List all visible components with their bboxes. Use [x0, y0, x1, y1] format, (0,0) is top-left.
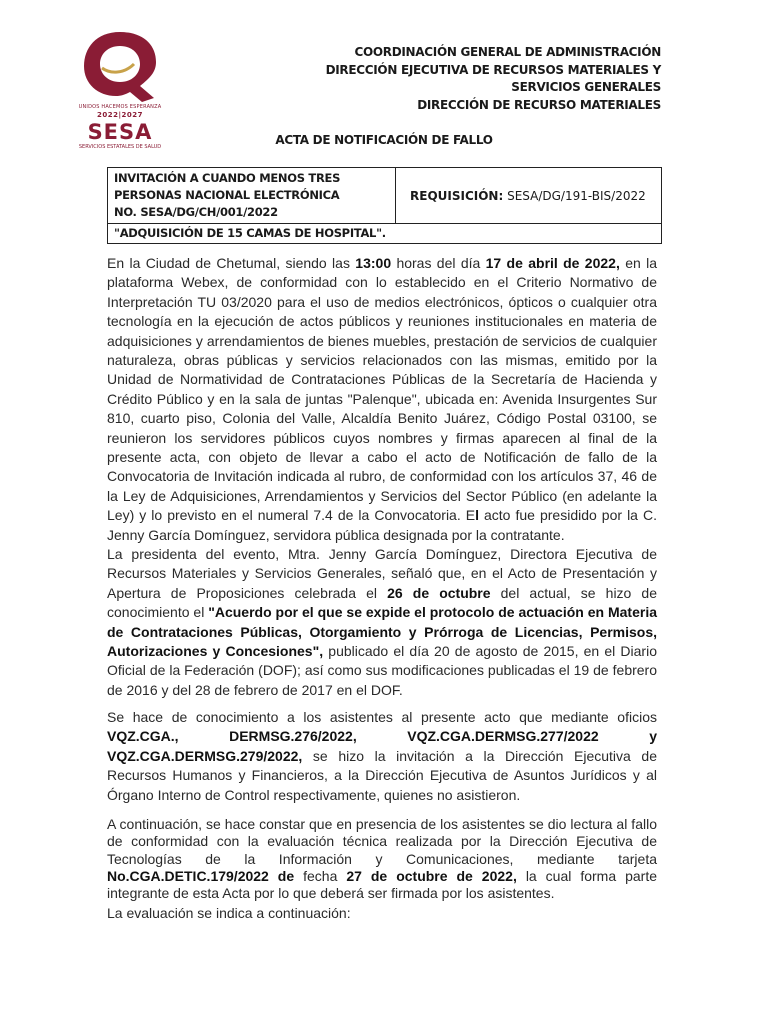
p1-text-c: horas del día: [391, 255, 486, 271]
p1-text-f: l: [475, 507, 479, 524]
requisition-value: SESA/DG/191-BIS/2022: [503, 188, 646, 203]
logo-subtitle: SERVICIOS ESTATALES DE SALUD: [78, 144, 162, 150]
header-block: [301, 44, 661, 114]
p1-time: 13:00: [355, 255, 392, 271]
requisition-label: REQUISICIÓN:: [410, 188, 504, 203]
page-title: ACTA DE NOTIFICACIÓN DE FALLO: [275, 133, 493, 147]
p2-text-a: La presidenta del evento, Mtra. Jenny García Domínguez, Directora Ejecutiva de Recursos Materiales y Servicios Generales, señaló que, en el Acto de Presentación y Apertura de Proposiciones celebrada el: [107, 546, 657, 601]
p2-date: 26 de octubre: [387, 584, 491, 601]
header-line-4: DIRECCIÓN DE RECURSO MATERIALES: [417, 97, 661, 112]
p4-tarjeta: No.CGA.DETIC.179/2022 de: [107, 867, 295, 884]
logo-brand: SESA: [87, 120, 153, 144]
p4-text-c: fecha: [294, 867, 347, 884]
p1-text-g: acto fue presidido por la C. Jenny García Domínguez, servidora pública designada por la contratante.: [107, 507, 657, 543]
p4-text-e: la cual forma parte integrante de esta Acta por lo que deberá ser firmada por los asistentes.: [107, 867, 657, 902]
paragraph-4: [107, 816, 657, 902]
p1-text-a: En la Ciudad de Chetumal, siendo las: [107, 255, 356, 271]
header-line-3: SERVICIOS GENERALES: [511, 80, 661, 94]
q-logo-icon: [80, 28, 160, 103]
p2-text-e: publicado el día 20 de agosto de 2015, en el Diario Oficial de la Federación (DOF); así como sus modificaciones publicadas el 19 de febrero de 2016 y del 28 de febrero de 2017 en el DOF.: [107, 643, 657, 698]
paragraph-1: [107, 254, 657, 545]
logo-years: 2022|2027: [96, 111, 144, 119]
p2-text-c: del actual, se hizo de conocimiento el: [107, 584, 658, 621]
sesa-logo: [70, 28, 170, 150]
requisition-cell: [396, 168, 662, 224]
invitation-cell: [108, 168, 396, 224]
p3-oficios: VQZ.CGA., DERMSG.276/2022, VQZ.CGA.DERMSG.277/2022 y VQZ.CGA.DERMSG.279/2022,: [107, 728, 657, 764]
header-line-1: COORDINACIÓN GENERAL DE ADMINISTRACIÓN: [354, 45, 661, 59]
p3-text-a: Se hace de conocimiento a los asistentes al presente acto que mediante oficios: [107, 709, 657, 725]
p4-date: 27 de octubre de 2022,: [346, 867, 517, 884]
p1-date: 17 de abril de 2022,: [485, 255, 620, 271]
acquisition-title: "ADQUISICIÓN DE 15 CAMAS DE HOSPITAL".: [108, 224, 662, 244]
p3-text-c: se hizo la invitación a la Dirección Ejecutiva de Recursos Humanos y Financieros, a la Dirección Ejecutiva de Asuntos Jurídicos y al Órgano Interno de Control respectivamente, quienes no asistieron.: [107, 747, 657, 803]
paragraph-3: [107, 708, 657, 805]
invitation-number: NO. SESA/DG/CH/001/2022: [114, 205, 278, 219]
p1-text-e: en la plataforma Webex, de conformidad con lo establecido en el Criterio Normativo de Interpretación TU 03/2020 para el uso de medios electrónicos, ópticos o cualquier otra tecnología en la ejecución de actos públicos y reuniones institucionales en materia de adquisiciones y arrendamientos de bienes muebles, prestación de servicios de cualquier naturaleza, obras públicas y servicios relacionados con las mismas, emitido por la Unidad de Normatividad de Contrataciones Públicas de la Secretaría de Hacienda y Crédito Público y en la sala de juntas "Palenque", ubicada en: Avenida Insurgentes Sur 810, cuarto piso, Colonia del Valle, Alcaldía Benito Juárez, Código Postal 03100, se reunieron los servidores públicos cuyos nombres y firmas aparecen al final de la presente acta, con objeto de llevar a cabo el acto de Notificación de fallo de la Convocatoria de Invitación indicada al rubro, de conformidad con los artículos 37, 46 de la Ley de Adquisiciones, Arrendamientos y Servicios del Sector Público (en adelante la Ley) y lo previsto en el numeral 7.4 de la Convocatoria. E: [107, 255, 658, 524]
invitation-line-1: INVITACIÓN A CUANDO MENOS TRES: [114, 171, 341, 185]
paragraph-2: [107, 545, 657, 700]
invitation-line-2: PERSONAS NACIONAL ELECTRÓNICA: [114, 188, 340, 202]
paragraph-5: La evaluación se indica a continuación:: [107, 905, 351, 921]
logo-tagline: UNIDOS HACEMOS ESPERANZA: [78, 104, 162, 110]
header-line-2: DIRECCIÓN EJECUTIVA DE RECURSOS MATERIALES Y: [325, 62, 661, 77]
p2-agreement: "Acuerdo por el que se expide el protocolo de actuación en Materia de Contrataciones Públicas, Otorgamiento y Prórroga de Licencias, Permisos, Autorizaciones y Concesiones",: [107, 604, 657, 660]
p4-text-a: A continuación, se hace constar que en presencia de los asistentes se dio lectura al fallo de conformidad con la evaluación técnica realizada por la Dirección Ejecutiva de Tecnologías de la Información y Comunicaciones, mediante tarjeta: [107, 816, 657, 867]
invitation-table: [107, 167, 662, 244]
